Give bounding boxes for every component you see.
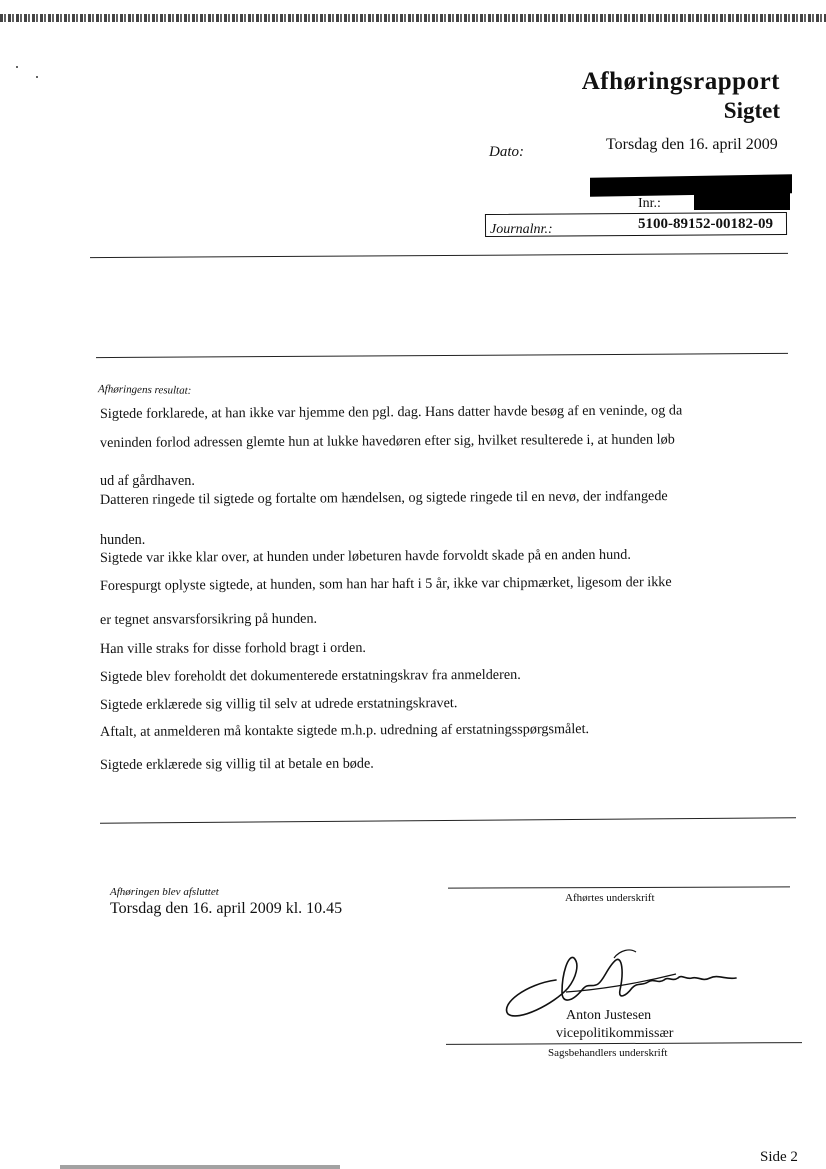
result-line: Sigtede blev foreholdt det dokumenterede erstatningskrav fra anmelderen. [99, 666, 521, 685]
journal-label: Journalnr.: [490, 222, 553, 237]
interviewee-signature-label: Afhørtes underskrift [565, 892, 655, 904]
fax-footer-strip [40, 1159, 340, 1169]
report-title: Afhøringsrapport [581, 68, 780, 95]
result-line: ud af gårdhaven. [100, 473, 195, 489]
result-line: Datteren ringede til sigtede og fortalte om hændelsen, og sigtede ringede til en nevø, der indfangede [99, 488, 668, 508]
divider [100, 817, 796, 823]
page-number: Side 2 [760, 1149, 798, 1165]
inr-label: Inr.: [638, 196, 661, 211]
report-subtitle: Sigtet [723, 98, 780, 123]
result-section-label: Afhøringens resultat: [97, 383, 192, 397]
interviewee-signature-line [448, 886, 790, 888]
divider [96, 353, 788, 358]
scan-speck [16, 66, 18, 68]
result-line: Aftalt, at anmelderen må kontakte sigtede m.h.p. udredning af erstatningsspørgsmålet. [99, 721, 590, 740]
result-line: er tegnet ansvarsforsikring på hunden. [99, 610, 318, 628]
divider [90, 253, 788, 258]
officer-signature-line [446, 1042, 802, 1045]
closed-datetime: Torsdag den 16. april 2009 kl. 10.45 [110, 900, 343, 917]
scan-speck [36, 76, 38, 78]
result-line: Sigtede var ikke klar over, at hunden under løbeturen havde forvoldt skade på en anden hund. [99, 546, 631, 566]
result-line: Han ville straks for disse forhold bragt i orden. [99, 639, 366, 657]
officer-title: vicepolitikommissær [556, 1026, 674, 1041]
fax-header-strip [0, 14, 826, 22]
result-line: Sigtede forklarede, at han ikke var hjemme den pgl. dag. Hans datter havde besøg af en veninde, og da [99, 402, 683, 422]
closed-label: Afhøringen blev afsluttet [110, 886, 219, 898]
officer-signature-label: Sagsbehandlers underskrift [548, 1047, 668, 1059]
result-line: hunden. [100, 532, 146, 548]
result-line: Forespurgt oplyste sigtede, at hunden, som han har haft i 5 år, ikke var chipmærket, ligesom der ikke [99, 574, 672, 594]
date-value: Torsdag den 16. april 2009 [606, 136, 778, 153]
result-line: Sigtede erklærede sig villig til at betale en bøde. [99, 755, 374, 773]
result-line: Sigtede erklærede sig villig til selv at udrede erstatningskravet. [99, 695, 458, 713]
redaction-bar [694, 193, 790, 210]
officer-name: Anton Justesen [566, 1008, 652, 1023]
date-label: Dato: [489, 144, 524, 160]
journal-number: 5100-89152-00182-09 [638, 216, 773, 232]
result-line: veninden forlod adressen glemte hun at lukke havedøren efter sig, hvilket resulterede i, at hunden løb [99, 431, 675, 451]
